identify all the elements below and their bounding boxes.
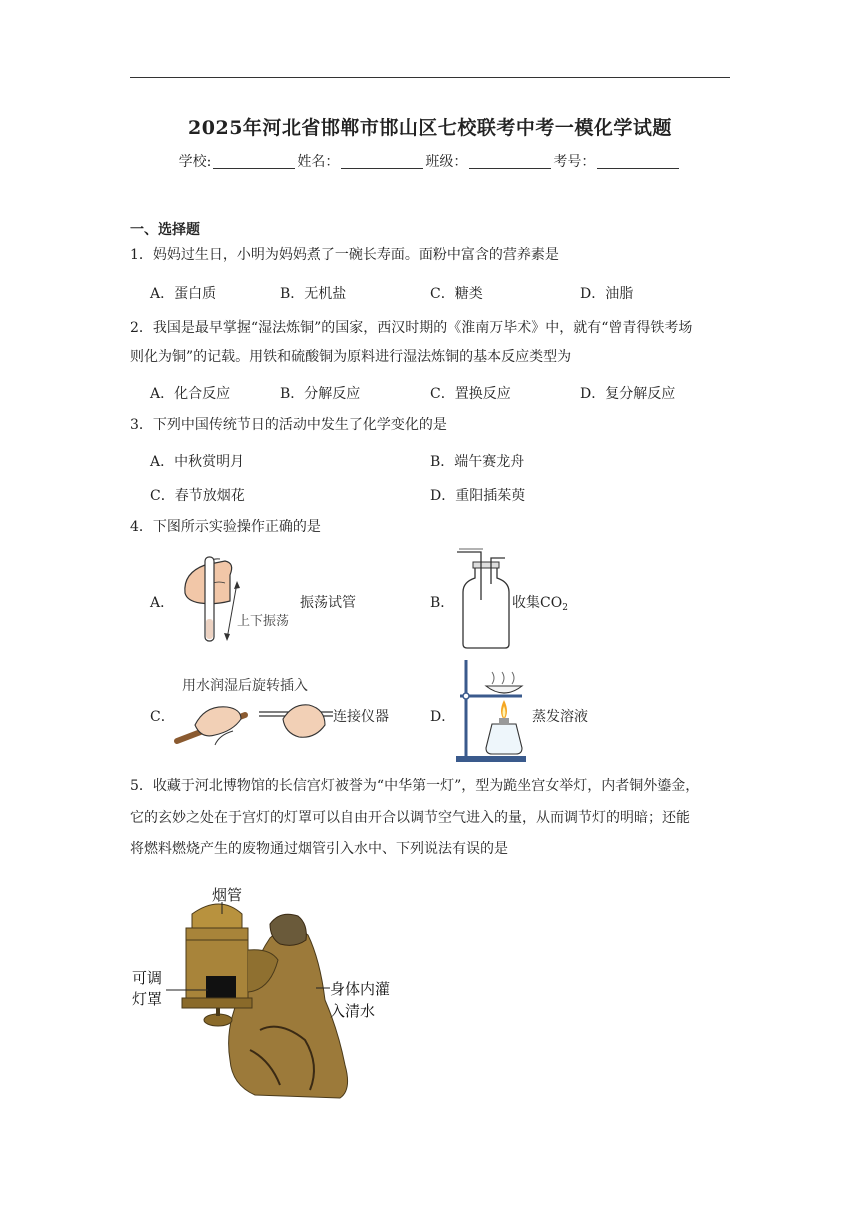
class-blank[interactable]: [469, 154, 551, 169]
adjustable-shade-label-2: 灯罩: [132, 991, 163, 1008]
name-blank[interactable]: [341, 154, 423, 169]
q4-option-b-letter: B．: [430, 595, 455, 611]
q3-option-d: D．重阳插茱萸: [430, 488, 526, 504]
q2-option-a: A．化合反应: [150, 386, 231, 402]
q1-option-b: B．无机盐: [280, 286, 347, 302]
header-rule: [130, 77, 730, 78]
exam-no-blank[interactable]: [597, 154, 679, 169]
q2-option-b: B．分解反应: [280, 386, 361, 402]
question-2-line-2: 则化为铜”的记载。用铁和硫酸铜为原料进行湿法炼铜的基本反应类型为: [130, 349, 572, 365]
q4-option-a-desc: 振荡试管: [300, 595, 356, 611]
q4-option-b-desc: [512, 592, 568, 613]
class-label: 班级：: [425, 154, 468, 170]
school-blank[interactable]: [213, 154, 295, 169]
q4-option-a-letter: A．: [150, 595, 175, 611]
question-2-line-1: 2．我国是最早掌握“湿法炼铜”的国家，西汉时期的《淮南万毕术》中，就有“曾青得铁考场: [130, 320, 693, 336]
question-3: 3．下列中国传统节日的活动中发生了化学变化的是: [130, 417, 447, 433]
q3-option-c: C．春节放烟花: [150, 488, 245, 504]
body-water-label-2: 入清水: [330, 1003, 376, 1020]
q2-option-c: C．置换反应: [430, 386, 511, 402]
q2-option-d: D．复分解反应: [580, 386, 676, 402]
wet-rotate-insert-label: 用水润湿后旋转插入: [182, 677, 308, 693]
q3-option-b: B．端午赛龙舟: [430, 454, 525, 470]
page-title: 2025年河北省邯郸市邯山区七校联考中考一模化学试题: [188, 117, 672, 139]
exam-no-label: 考号：: [553, 154, 596, 170]
question-5-line-2: 它的玄妙之处在于宫灯的灯罩可以自由开合以调节空气进入的量，从而调节灯的明暗；还能: [130, 810, 690, 826]
q3-option-a: A．中秋赏明月: [150, 454, 245, 470]
gas-bottle-figure: [455, 548, 515, 650]
adjustable-shade-label-1: 可调: [132, 970, 163, 987]
name-label: 姓名：: [297, 154, 340, 170]
q4-option-c-letter: C．: [150, 709, 175, 725]
connect-instrument-figure: [175, 695, 335, 750]
student-info-line: [0, 151, 860, 171]
section-heading: 一、选择题: [130, 222, 200, 238]
q4-option-c-desc: 连接仪器: [333, 709, 389, 725]
co2-subscript: 2: [562, 603, 568, 613]
smoke-pipe-label: 烟管: [212, 887, 243, 904]
shake-up-down-label: 上下振荡: [237, 613, 290, 628]
evaporation-setup-figure: [452, 658, 532, 764]
q1-option-a: A．蛋白质: [150, 286, 217, 302]
question-4: 4．下图所示实验操作正确的是: [130, 519, 321, 535]
question-5-line-3: 将燃料燃烧产生的废物通过烟管引入水中、下列说法有误的是: [130, 841, 508, 857]
shaking-test-tube-figure: [175, 553, 305, 648]
body-water-label-1: 身体内灌: [330, 981, 391, 998]
school-label: 学校:: [178, 154, 212, 170]
collect-co-text: 收集CO: [512, 595, 563, 611]
q4-option-d-desc: 蒸发溶液: [532, 709, 588, 725]
q1-option-d: D．油脂: [580, 286, 634, 302]
q4-option-d-letter: D．: [430, 709, 456, 725]
palace-lamp-figure: [130, 880, 410, 1102]
question-1: 1．妈妈过生日，小明为妈妈煮了一碗长寿面。面粉中富含的营养素是: [130, 247, 559, 263]
q1-option-c: C．糖类: [430, 286, 483, 302]
question-5-line-1: 5．收藏于河北博物馆的长信宫灯被誉为“中华第一灯”，型为跪坐宫女举灯，内者铜外鎏金，: [130, 778, 700, 794]
